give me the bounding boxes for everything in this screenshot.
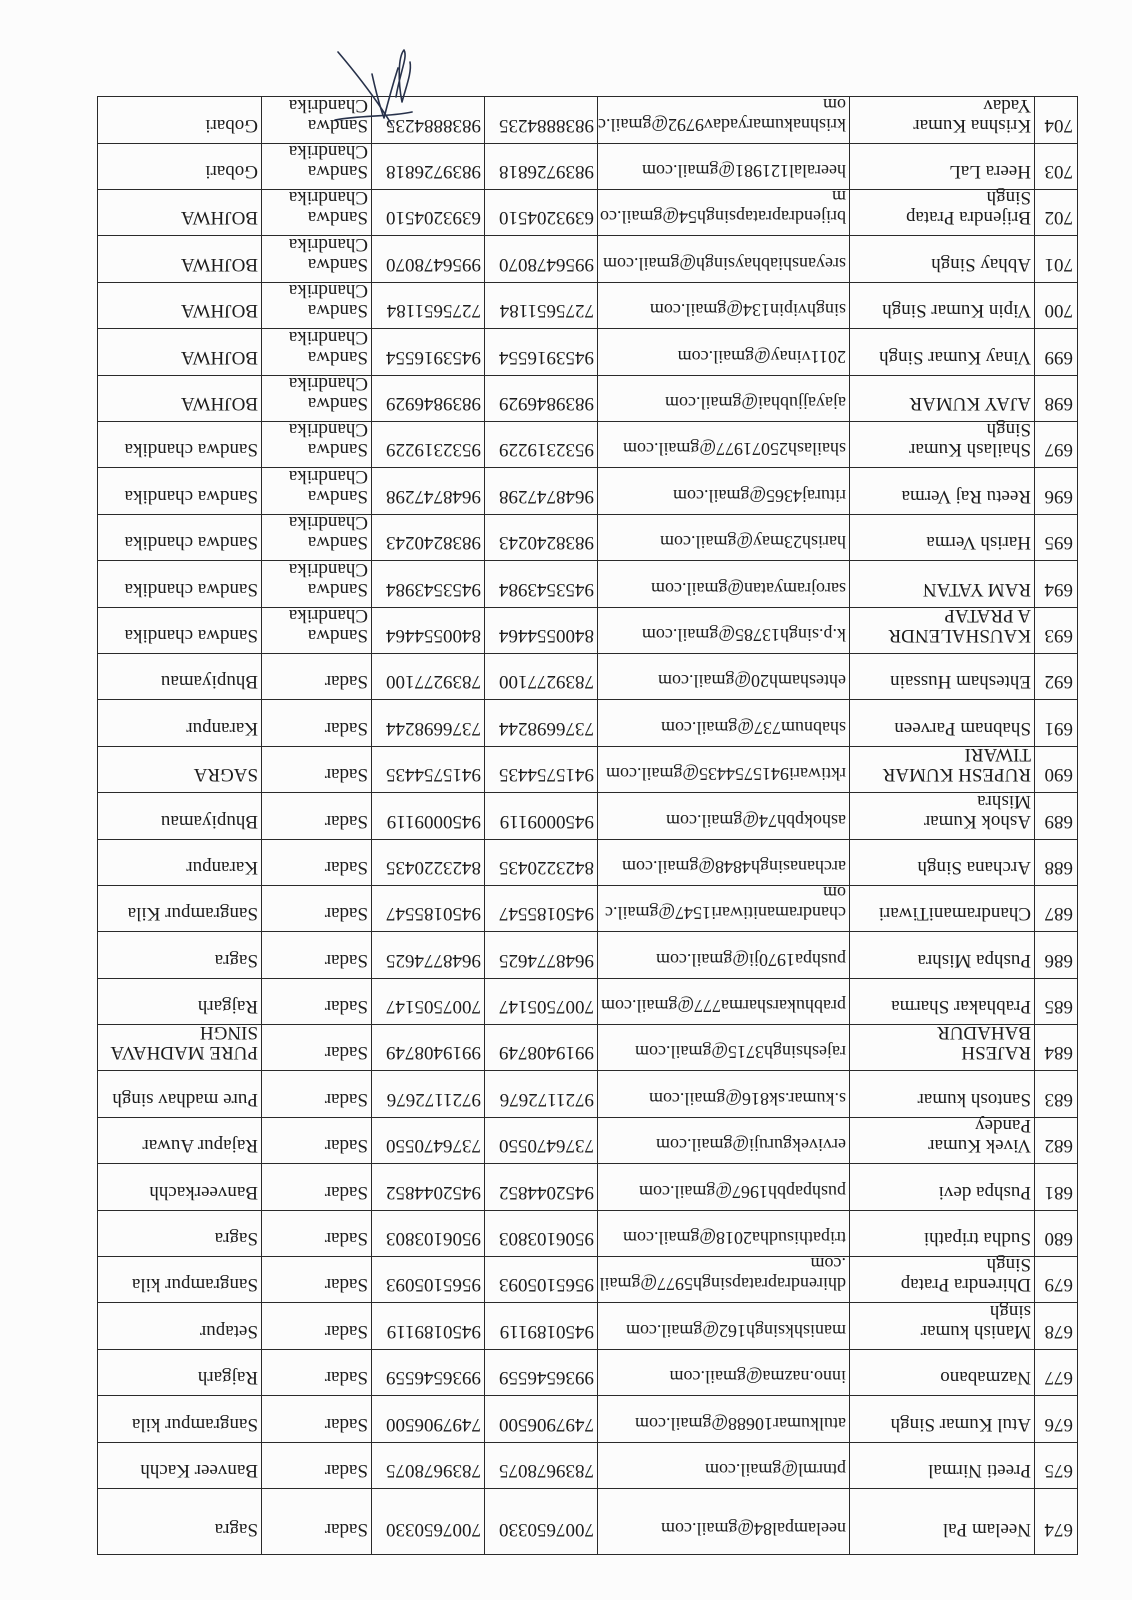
email-cell: harish23may@gmail.com — [597, 514, 849, 560]
block-cell: Sandwa Chandrika — [261, 421, 371, 467]
serial-number-cell: 691 — [1034, 699, 1077, 745]
email-cell: inno.nazma@gmail.com — [597, 1349, 849, 1395]
table-row — [97, 328, 1077, 374]
village-cell: Sandwa chandika — [97, 421, 261, 467]
phone-cell-1: 9565105093 — [484, 1256, 597, 1302]
email-cell: brijendrapratapsingh54@gmail.co m — [597, 189, 849, 235]
phone-cell-1: 9450009119 — [484, 792, 597, 838]
email-cell: pushpapbh1967@gmail.com — [597, 1163, 849, 1209]
village-cell: Sangrampur Kila — [97, 885, 261, 931]
village-cell: Sagra — [97, 1488, 261, 1554]
phone-cell-1: 7376470550 — [484, 1117, 597, 1163]
phone-cell-1: 9721172676 — [484, 1070, 597, 1116]
serial-number-cell: 694 — [1034, 560, 1077, 606]
table-row — [97, 792, 1077, 838]
phone-cell-2: 9415754435 — [371, 746, 484, 792]
email-cell: k.p.singh13785@gmail.com — [597, 607, 849, 653]
name-cell: Shailash Kumar Singh — [849, 421, 1034, 467]
block-cell: Sandwa Chandrika — [261, 189, 371, 235]
table-row — [97, 1163, 1077, 1209]
table-row — [97, 375, 1077, 421]
village-cell: BOJHWA — [97, 189, 261, 235]
village-cell: Sandwa chandika — [97, 560, 261, 606]
serial-number-cell: 681 — [1034, 1163, 1077, 1209]
name-cell: Dhirendra Pratap Singh — [849, 1256, 1034, 1302]
table-row — [97, 931, 1077, 977]
phone-cell-2: 7376698244 — [371, 699, 484, 745]
email-cell: rajeshsingh3715@gmail.com — [597, 1024, 849, 1070]
name-cell: Pushpa devi — [849, 1163, 1034, 1209]
phone-cell-1: 7376698244 — [484, 699, 597, 745]
name-cell: Vinay Kumar Singh — [849, 328, 1034, 374]
table-row — [97, 746, 1077, 792]
signature-stroke — [335, 112, 412, 120]
phone-cell-1: 9453916554 — [484, 328, 597, 374]
serial-number-cell: 680 — [1034, 1210, 1077, 1256]
village-cell: Pure madhav singh — [97, 1070, 261, 1116]
village-cell: Karanpur — [97, 699, 261, 745]
phone-cell-2: 9648774625 — [371, 931, 484, 977]
serial-number-cell: 682 — [1034, 1117, 1077, 1163]
email-cell: ptnrml@gmail.com — [597, 1442, 849, 1488]
name-cell: RAM YATAN — [849, 560, 1034, 606]
village-cell: Gobari — [97, 96, 261, 142]
name-cell: Sudha tripathi — [849, 1210, 1034, 1256]
village-cell: Bhupiyamau — [97, 653, 261, 699]
block-cell: Sadar — [261, 978, 371, 1024]
email-cell: shailash25071977@gmail.com — [597, 421, 849, 467]
serial-number-cell: 687 — [1034, 885, 1077, 931]
table-row — [97, 514, 1077, 560]
serial-number-cell: 697 — [1034, 421, 1077, 467]
register-table — [97, 96, 1078, 1555]
village-cell: Setapur — [97, 1302, 261, 1348]
table-row — [97, 1488, 1077, 1554]
phone-cell-2: 7376470550 — [371, 1117, 484, 1163]
block-cell: Sandwa Chandrika — [261, 607, 371, 653]
name-cell: Ehtesham Hussain — [849, 653, 1034, 699]
table-row — [97, 421, 1077, 467]
serial-number-cell: 689 — [1034, 792, 1077, 838]
village-cell: Bhupiyamau — [97, 792, 261, 838]
name-cell: Shabnam Parveen — [849, 699, 1034, 745]
phone-cell-1: 9919408749 — [484, 1024, 597, 1070]
signature-stroke — [338, 52, 392, 125]
village-cell: Sagra — [97, 931, 261, 977]
serial-number-cell: 695 — [1034, 514, 1077, 560]
phone-cell-1: 9453543984 — [484, 560, 597, 606]
block-cell: Sandwa Chandrika — [261, 96, 371, 142]
email-cell: tripathisudha2018@gmail.com — [597, 1210, 849, 1256]
phone-cell-1: 6393204510 — [484, 189, 597, 235]
phone-cell-2: 7275651184 — [371, 282, 484, 328]
name-cell: Santosh kumar — [849, 1070, 1034, 1116]
email-cell: ashokpbh74@gmail.com — [597, 792, 849, 838]
name-cell: Ashok Kumar Mishra — [849, 792, 1034, 838]
name-cell: ChandramaniTiwari — [849, 885, 1034, 931]
village-cell: Rajgarh — [97, 978, 261, 1024]
village-cell: BOJHWA — [97, 328, 261, 374]
table-row — [97, 143, 1077, 189]
phone-cell-2: 7497906500 — [371, 1395, 484, 1441]
name-cell: Reetu Raj Verma — [849, 467, 1034, 513]
table-row — [97, 1442, 1077, 1488]
email-cell: chandramanitiwari1547@gmail.c om — [597, 885, 849, 931]
email-cell: ajayajjubhai@gmail.com — [597, 375, 849, 421]
table-row — [97, 885, 1077, 931]
name-cell: KAUSHALENDR A PRATAP — [849, 607, 1034, 653]
email-cell: singhvipin134@gmail.com — [597, 282, 849, 328]
village-cell: Rajapur Auwar — [97, 1117, 261, 1163]
phone-cell-2: 9648747298 — [371, 467, 484, 513]
name-cell: Prabhakar Sharma — [849, 978, 1034, 1024]
email-cell: shabnum737@gmail.com — [597, 699, 849, 745]
serial-number-cell: 683 — [1034, 1070, 1077, 1116]
phone-cell-1: 9839846929 — [484, 375, 597, 421]
table-row — [97, 235, 1077, 281]
table-row — [97, 1349, 1077, 1395]
phone-cell-2: 9506103803 — [371, 1210, 484, 1256]
phone-cell-2: 9839726818 — [371, 143, 484, 189]
serial-number-cell: 702 — [1034, 189, 1077, 235]
name-cell: Heera LaL — [849, 143, 1034, 189]
phone-cell-1: 7275651184 — [484, 282, 597, 328]
table-row — [97, 96, 1077, 142]
serial-number-cell: 704 — [1034, 96, 1077, 142]
email-cell: neelampal84@gmail.com — [597, 1488, 849, 1554]
serial-number-cell: 684 — [1034, 1024, 1077, 1070]
name-cell: Brijendra Pratap Singh — [849, 189, 1034, 235]
block-cell: Sadar — [261, 1349, 371, 1395]
name-cell: Atul Kumar Singh — [849, 1395, 1034, 1441]
table-row — [97, 282, 1077, 328]
phone-cell-2: 7007505147 — [371, 978, 484, 1024]
table-row — [97, 189, 1077, 235]
serial-number-cell: 696 — [1034, 467, 1077, 513]
block-cell: Sadar — [261, 1117, 371, 1163]
phone-cell-1: 9452044852 — [484, 1163, 597, 1209]
serial-number-cell: 701 — [1034, 235, 1077, 281]
block-cell: Sadar — [261, 885, 371, 931]
village-cell: SAGRA — [97, 746, 261, 792]
block-cell: Sadar — [261, 1395, 371, 1441]
table-row — [97, 1302, 1077, 1348]
name-cell: Krishna Kumar Yadav — [849, 96, 1034, 142]
serial-number-cell: 678 — [1034, 1302, 1077, 1348]
phone-cell-1: 7007505147 — [484, 978, 597, 1024]
serial-number-cell: 679 — [1034, 1256, 1077, 1302]
phone-cell-1: 9532319229 — [484, 421, 597, 467]
block-cell: Sandwa Chandrika — [261, 375, 371, 421]
block-cell: Sadar — [261, 792, 371, 838]
block-cell: Sandwa Chandrika — [261, 282, 371, 328]
name-cell: Archana Singh — [849, 839, 1034, 885]
phone-cell-2: 9453916554 — [371, 328, 484, 374]
village-cell: BOJHWA — [97, 375, 261, 421]
block-cell: Sadar — [261, 1210, 371, 1256]
phone-cell-2: 9721172676 — [371, 1070, 484, 1116]
block-cell: Sadar — [261, 839, 371, 885]
phone-cell-1: 9648747298 — [484, 467, 597, 513]
phone-cell-2: 9956478070 — [371, 235, 484, 281]
name-cell: Abhay Singh — [849, 235, 1034, 281]
village-cell: Banveer Kachh — [97, 1442, 261, 1488]
village-cell: Karanpur — [97, 839, 261, 885]
phone-cell-2: 9838240243 — [371, 514, 484, 560]
block-cell: Sadar — [261, 1070, 371, 1116]
phone-cell-1: 9415754435 — [484, 746, 597, 792]
name-cell: Harish Verma — [849, 514, 1034, 560]
table-row — [97, 1210, 1077, 1256]
serial-number-cell: 675 — [1034, 1442, 1077, 1488]
signature — [330, 45, 415, 130]
email-cell: 2011vinay@gmail.com — [597, 328, 849, 374]
phone-cell-1: 7839277100 — [484, 653, 597, 699]
serial-number-cell: 698 — [1034, 375, 1077, 421]
table-row — [97, 1395, 1077, 1441]
phone-cell-2: 9838884235 — [371, 96, 484, 142]
email-cell: rktiwari9415754435@gmail.com — [597, 746, 849, 792]
phone-cell-2: 9452044852 — [371, 1163, 484, 1209]
phone-cell-1: 9506103803 — [484, 1210, 597, 1256]
table-row — [97, 839, 1077, 885]
email-cell: heeralal121981@gmail.com — [597, 143, 849, 189]
phone-cell-1: 9936546559 — [484, 1349, 597, 1395]
serial-number-cell: 703 — [1034, 143, 1077, 189]
phone-cell-1: 7497906500 — [484, 1395, 597, 1441]
village-cell: BOJHWA — [97, 235, 261, 281]
phone-cell-2: 9450009119 — [371, 792, 484, 838]
email-cell: ervivekguruji@gmail.com — [597, 1117, 849, 1163]
signature-stroke — [372, 68, 398, 118]
serial-number-cell: 693 — [1034, 607, 1077, 653]
name-cell: Neelam Pal — [849, 1488, 1034, 1554]
serial-number-cell: 688 — [1034, 839, 1077, 885]
table-row — [97, 978, 1077, 1024]
phone-cell-2: 7839678075 — [371, 1442, 484, 1488]
name-cell: AJAY KUMAR — [849, 375, 1034, 421]
phone-cell-1: 9838884235 — [484, 96, 597, 142]
email-cell: pushpa1970ji@gmail.com — [597, 931, 849, 977]
email-cell: s.kumar.sk816@gmail.com — [597, 1070, 849, 1116]
village-cell: Sagra — [97, 1210, 261, 1256]
serial-number-cell: 699 — [1034, 328, 1077, 374]
phone-cell-2: 9936546559 — [371, 1349, 484, 1395]
phone-cell-1: 9838240243 — [484, 514, 597, 560]
block-cell: Sandwa Chandrika — [261, 514, 371, 560]
village-cell: Gobari — [97, 143, 261, 189]
block-cell: Sadar — [261, 931, 371, 977]
phone-cell-1: 9839726818 — [484, 143, 597, 189]
phone-cell-2: 8423220435 — [371, 839, 484, 885]
phone-cell-1: 7839678075 — [484, 1442, 597, 1488]
village-cell: Rajgarh — [97, 1349, 261, 1395]
email-cell: dhirendrapratapsingh5977@gmail .com — [597, 1256, 849, 1302]
block-cell: Sadar — [261, 746, 371, 792]
phone-cell-1: 8423220435 — [484, 839, 597, 885]
name-cell: Preeti Nirmal — [849, 1442, 1034, 1488]
phone-cell-2: 9532319229 — [371, 421, 484, 467]
village-cell: Sangrampur kila — [97, 1395, 261, 1441]
phone-cell-1: 8400554464 — [484, 607, 597, 653]
name-cell: RUPESH KUMAR TIWARI — [849, 746, 1034, 792]
block-cell: Sandwa Chandrika — [261, 560, 371, 606]
block-cell: Sadar — [261, 699, 371, 745]
block-cell: Sadar — [261, 653, 371, 699]
block-cell: Sadar — [261, 1024, 371, 1070]
serial-number-cell: 700 — [1034, 282, 1077, 328]
email-cell: prabhukarsharma777@gmail.com — [597, 978, 849, 1024]
phone-cell-2: 8400554464 — [371, 607, 484, 653]
village-cell: Sandwa chandika — [97, 514, 261, 560]
name-cell: Vipin Kumar Singh — [849, 282, 1034, 328]
block-cell: Sandwa Chandrika — [261, 143, 371, 189]
table-row — [97, 653, 1077, 699]
table-row — [97, 1024, 1077, 1070]
block-cell: Sadar — [261, 1442, 371, 1488]
table-row — [97, 604, 1077, 653]
email-cell: sarojramyatan@gmail.com — [597, 560, 849, 606]
signature-stroke — [396, 50, 410, 102]
block-cell: Sadar — [261, 1488, 371, 1554]
block-cell: Sadar — [261, 1302, 371, 1348]
serial-number-cell: 690 — [1034, 746, 1077, 792]
name-cell: Pushpa Mishra — [849, 931, 1034, 977]
village-cell: BOJHWA — [97, 282, 261, 328]
phone-cell-2: 9453543984 — [371, 560, 484, 606]
email-cell: manishksingh162@gmail.com — [597, 1302, 849, 1348]
email-cell: atulkumar10688@gmail.com — [597, 1395, 849, 1441]
phone-cell-2: 9450189119 — [371, 1302, 484, 1348]
phone-cell-1: 9956478070 — [484, 235, 597, 281]
block-cell: Sandwa Chandrika — [261, 235, 371, 281]
village-cell: PURE MADHAVA SINGH — [97, 1024, 261, 1070]
phone-cell-2: 9919408749 — [371, 1024, 484, 1070]
table-row — [97, 1256, 1077, 1302]
table-row — [97, 1070, 1077, 1116]
serial-number-cell: 677 — [1034, 1349, 1077, 1395]
serial-number-cell: 674 — [1034, 1488, 1077, 1554]
serial-number-cell: 685 — [1034, 978, 1077, 1024]
phone-cell-1: 7007650330 — [484, 1488, 597, 1554]
village-cell: Sandwa chandika — [97, 467, 261, 513]
name-cell: Manish kumar singh — [849, 1302, 1034, 1348]
phone-cell-2: 7839277100 — [371, 653, 484, 699]
phone-cell-1: 9450189119 — [484, 1302, 597, 1348]
block-cell: Sadar — [261, 1163, 371, 1209]
name-cell: Nazmabano — [849, 1349, 1034, 1395]
email-cell: rituraj4365@gmail.com — [597, 467, 849, 513]
name-cell: RAJESH BAHADUR — [849, 1024, 1034, 1070]
email-cell: krishnakumaryadav9792@gmail.c om — [597, 96, 849, 142]
phone-cell-2: 7007650330 — [371, 1488, 484, 1554]
email-cell: archanasingh4848@gmail.com — [597, 839, 849, 885]
email-cell: ehteshamh20@gmail.com — [597, 653, 849, 699]
phone-cell-2: 9839846929 — [371, 375, 484, 421]
table-row — [97, 560, 1077, 606]
serial-number-cell: 686 — [1034, 931, 1077, 977]
block-cell: Sandwa Chandrika — [261, 467, 371, 513]
phone-cell-1: 9648774625 — [484, 931, 597, 977]
email-cell: sreyanshiabhaysingh@gmail.com — [597, 235, 849, 281]
phone-cell-1: 9450185547 — [484, 885, 597, 931]
phone-cell-2: 9565105093 — [371, 1256, 484, 1302]
table-row — [97, 467, 1077, 513]
phone-cell-2: 6393204510 — [371, 189, 484, 235]
village-cell: Sandwa chandika — [97, 607, 261, 653]
serial-number-cell: 692 — [1034, 653, 1077, 699]
table-row — [97, 1117, 1077, 1163]
phone-cell-2: 9450185547 — [371, 885, 484, 931]
village-cell: Banveerkachh — [97, 1163, 261, 1209]
serial-number-cell: 676 — [1034, 1395, 1077, 1441]
village-cell: Sangrampur kila — [97, 1256, 261, 1302]
table-row — [97, 699, 1077, 745]
name-cell: Vivek Kumar Pandey — [849, 1117, 1034, 1163]
block-cell: Sadar — [261, 1256, 371, 1302]
block-cell: Sandwa Chandrika — [261, 328, 371, 374]
